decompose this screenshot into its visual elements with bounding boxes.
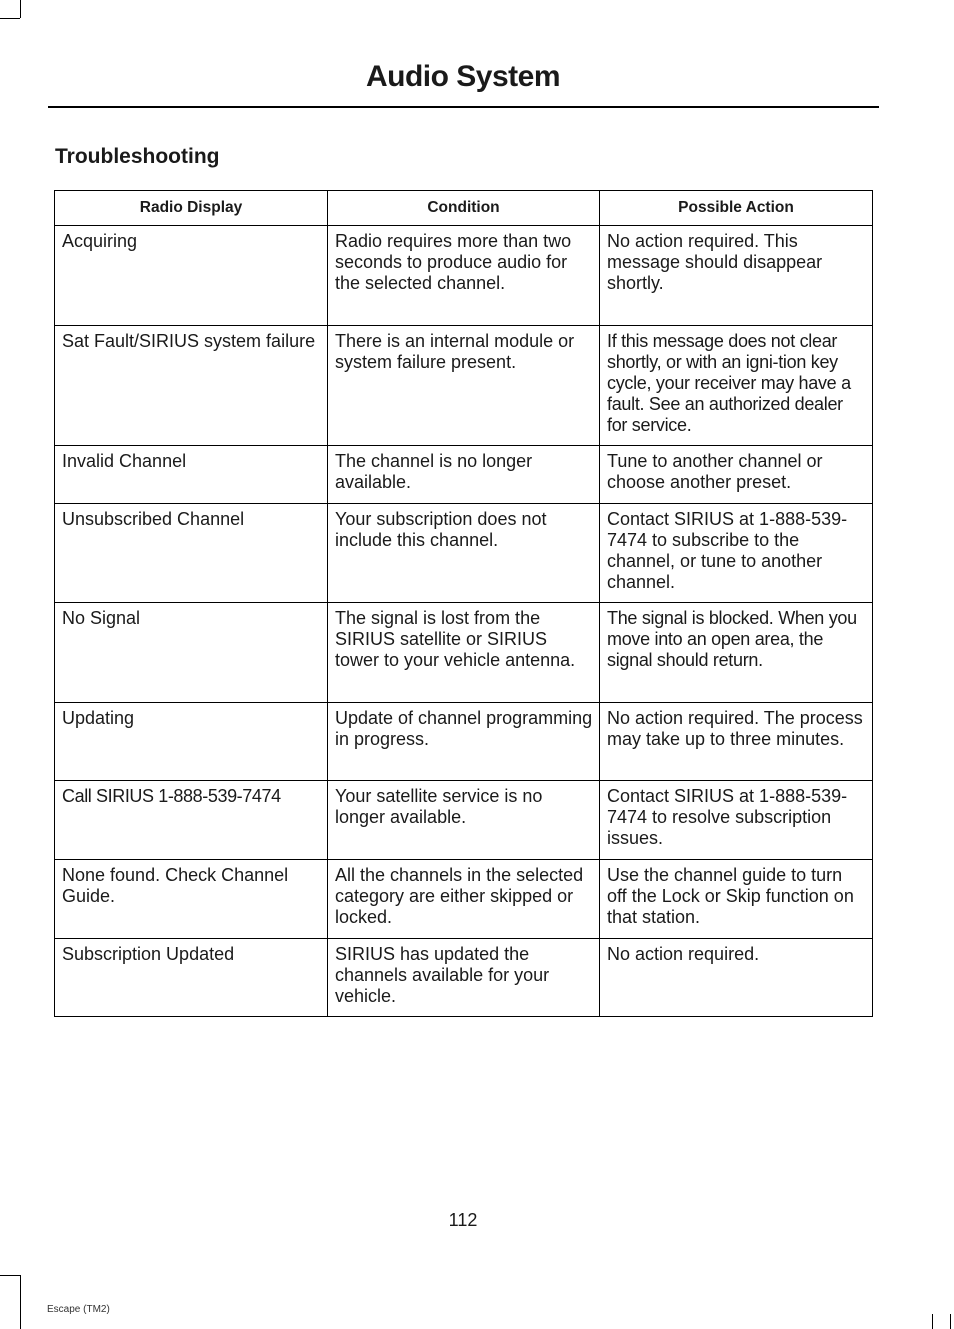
- crop-mark-bottom-left-vertical: [20, 1275, 21, 1329]
- table-row: [55, 446, 873, 504]
- table-row: [55, 860, 873, 939]
- crop-mark-bottom-right-vertical-2: [950, 1314, 951, 1329]
- crop-mark-top-left-horizontal: [0, 18, 20, 19]
- crop-mark-bottom-right-vertical-1: [932, 1314, 933, 1329]
- column-header-possible-action: Possible Action: [600, 191, 873, 226]
- section-title: Troubleshooting: [55, 145, 220, 168]
- cell-possible-action: Use the channel guide to turn off the Lock or Skip function on that station.: [600, 860, 873, 939]
- cell-radio-display: Subscription Updated: [55, 939, 328, 1017]
- troubleshooting-table: [54, 190, 873, 1017]
- cell-possible-action: If this message does not clear shortly, or with an igni-tion key cycle, your receiver may have a fault. See an authorized dealer for service.: [600, 326, 873, 446]
- column-header-condition: Condition: [328, 191, 600, 226]
- table-row: [55, 603, 873, 703]
- crop-mark-top-left-vertical: [20, 0, 21, 18]
- table-row: [55, 226, 873, 326]
- cell-possible-action: No action required. This message should disappear shortly.: [600, 226, 873, 326]
- table-row: [55, 781, 873, 860]
- footer-model-label: Escape (TM2): [47, 1304, 110, 1315]
- cell-radio-display: Updating: [55, 703, 328, 781]
- cell-possible-action: Contact SIRIUS at 1-888-539-7474 to resolve subscription issues.: [600, 781, 873, 860]
- cell-possible-action: No action required. The process may take up to three minutes.: [600, 703, 873, 781]
- cell-radio-display: Unsubscribed Channel: [55, 504, 328, 603]
- cell-condition: The signal is lost from the SIRIUS satellite or SIRIUS tower to your vehicle antenna.: [328, 603, 600, 703]
- table-header-row: [55, 191, 873, 226]
- cell-condition: Your subscription does not include this channel.: [328, 504, 600, 603]
- cell-possible-action: The signal is blocked. When you move into an open area, the signal should return.: [600, 603, 873, 703]
- cell-radio-display: Call SIRIUS 1-888-539-7474: [55, 781, 328, 860]
- cell-condition: SIRIUS has updated the channels available for your vehicle.: [328, 939, 600, 1017]
- table-row: [55, 326, 873, 446]
- cell-condition: There is an internal module or system failure present.: [328, 326, 600, 446]
- cell-radio-display: Acquiring: [55, 226, 328, 326]
- cell-condition: Radio requires more than two seconds to produce audio for the selected channel.: [328, 226, 600, 326]
- column-header-radio-display: Radio Display: [55, 191, 328, 226]
- cell-radio-display: Sat Fault/SIRIUS system failure: [55, 326, 328, 446]
- table-row: [55, 703, 873, 781]
- header-divider: [48, 106, 879, 108]
- crop-mark-bottom-left-horizontal: [0, 1275, 20, 1276]
- page-header-title: Audio System: [365, 60, 561, 93]
- table-row: [55, 939, 873, 1017]
- page-number: 112: [448, 1210, 478, 1230]
- cell-radio-display: None found. Check Channel Guide.: [55, 860, 328, 939]
- cell-radio-display: Invalid Channel: [55, 446, 328, 504]
- cell-possible-action: Contact SIRIUS at 1-888-539-7474 to subscribe to the channel, or tune to another channel.: [600, 504, 873, 603]
- cell-condition: Update of channel programming in progress.: [328, 703, 600, 781]
- cell-radio-display: No Signal: [55, 603, 328, 703]
- cell-condition: All the channels in the selected category are either skipped or locked.: [328, 860, 600, 939]
- cell-possible-action: Tune to another channel or choose another preset.: [600, 446, 873, 504]
- table-row: [55, 504, 873, 603]
- cell-possible-action: No action required.: [600, 939, 873, 1017]
- cell-condition: Your satellite service is no longer available.: [328, 781, 600, 860]
- cell-condition: The channel is no longer available.: [328, 446, 600, 504]
